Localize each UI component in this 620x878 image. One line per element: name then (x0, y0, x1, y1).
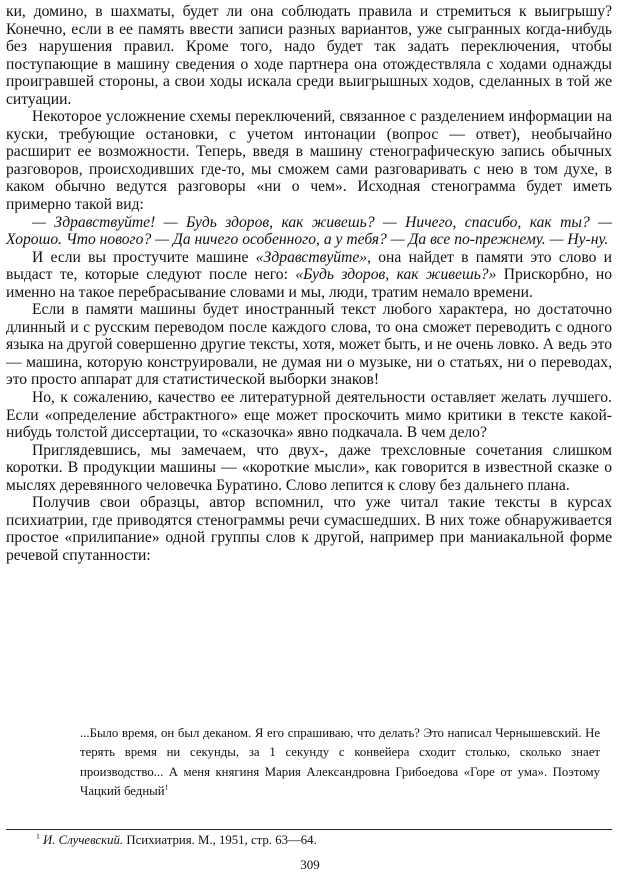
footnote-reference: 1 (164, 782, 169, 792)
block-quote (80, 724, 600, 802)
footnote (36, 832, 596, 848)
paragraph-4-italic-2: «Будь здоров, как живешь?» (295, 266, 497, 284)
paragraph-6: Но, к сожалению, качество ее литературной деятельности оставляет желать лучшего. Если «определение абстрактного» еще может проскочить мимо критики в тексте какой-нибудь толстой диссертации, то «сказочка» явно подкачала. В чем дело? (6, 389, 612, 442)
quote-text (80, 724, 600, 802)
paragraph-4-middle: , она найдет в памяти это слово и выдаст те, которые следуют после него: (6, 248, 612, 284)
paragraph-8: Получив свои образцы, автор вспомнил, что уже читал такие тексты в курсах психиатрии, где приводятся стенограммы речи сумасшедших. В них тоже обнаруживается простое «прилипание» одной группы слов к другой, например при маниакальной форме речевой спутанности: (6, 494, 612, 564)
footnote-divider (6, 829, 612, 830)
footnote-marker: 1 (36, 831, 40, 841)
footnote-citation: Психиатрия. М., 1951, стр. 63—64. (123, 833, 317, 847)
paragraph-1: ки, домино, в шахматы, будет ли она соблюдать правила и стремиться к выигрышу? Конечно, если в ее память ввести записи разных вариантов, уже сыгранных когда-нибудь без нарушения правил. Кроме того, надо будет так задать переключения, чтобы поступающие в машину сведения о ходе партнера она отождествляла с ходами однажды проигравшей стороны, а свои ходы искала среди выигрышных ходов, сделанных в той же ситуации. (6, 3, 612, 108)
page-number: 309 (300, 857, 320, 872)
paragraph-4-italic-1: «Здравствуйте» (255, 248, 368, 266)
paragraph-5: Если в памяти машины будет иностранный текст любого характера, но достаточно длинный и с русским переводом после каждого слова, то она сможет переводить с одного языка на другой совершенно другие тексты, хотя, может быть, и не очень ловко. А ведь это — машина, которую конструировали, не думая ни о музыке, ни о статьях, ни о переводах, это просто аппарат для статистической выборки знаков! (6, 301, 612, 389)
paragraph-4-after: Прискорбно, но именно на такое перебрасывание словами и мы, люди, тратим немало времени. (6, 266, 612, 301)
quote-body: ...Было время, он был деканом. Я его спрашиваю, что делать? Это написал Чернышевский. Не терять время ни секунды, за 1 секунду с конвейера сходит столько, сколько знает производство... А меня княгиня Мария Александровна Грибоедова «Горе от ума». Поэтому Чацкий бедный (80, 726, 600, 799)
main-text (6, 3, 612, 565)
paragraph-4-before: И если вы простучите машине (32, 248, 256, 266)
footnote-author: И. Случевский. (43, 833, 124, 847)
dialog-example: — Здравствуйте! — Будь здоров, как живешь? — Ничего, спасибо, как ты? — Хорошо. Что нового? — Да ничего особенного, а у тебя? — Да все по-прежнему. — Ну-ну. (6, 213, 612, 249)
paragraph-4 (6, 249, 612, 302)
paragraph-7: Приглядевшись, мы замечаем, что двух-, даже трехсловные сочетания слишком коротки. В продукции машины — «короткие мысли», как говорится в известной сказке о мыслях деревянного человечка Буратино. Слово лепится к слову без дальнего плана. (6, 441, 612, 494)
paragraph-2: Некоторое усложнение схемы переключений, связанное с разделением информации на куски, требующие остановки, с учетом интонации (вопрос — ответ), необычайно расширит ее возможности. Теперь, введя в машину стенографическую запись обычных разговоров, происходивших где-то, мы сможем сами разговаривать с нею в том духе, в каком обычно ведутся разговоры «ни о чем». Исходная стенограмма будет иметь примерно такой вид: (6, 108, 612, 214)
